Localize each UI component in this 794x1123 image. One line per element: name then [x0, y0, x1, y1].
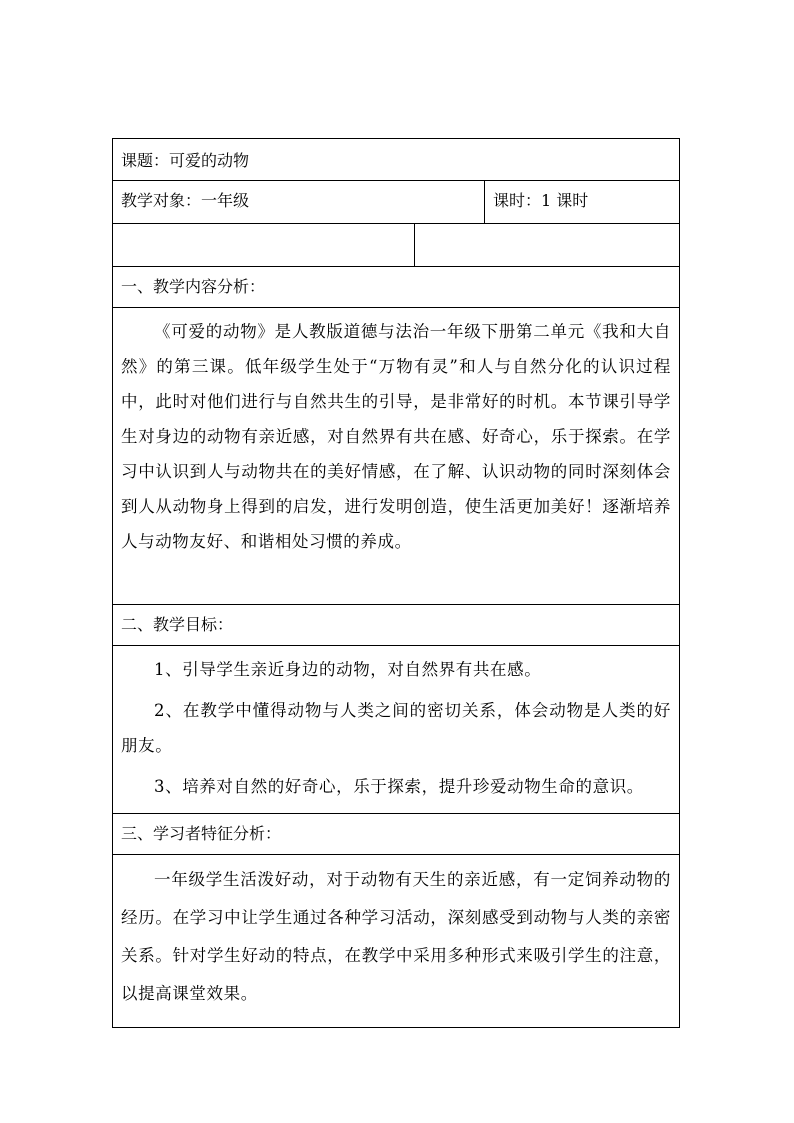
audience-cell — [113, 181, 485, 223]
goal-item: 1、引导学生亲近身边的动物，对自然界有共在感。 — [154, 660, 542, 679]
section-heading: 二、教学目标： — [121, 615, 234, 634]
section-heading-row — [113, 814, 679, 855]
paragraph: 一年级学生活泼好动，对于动物有天生的亲近感，有一定饲养动物的经历。在学习中让学生通过各种学习活动，深刻感受到动物与人类的亲密关系。针对学生好动的特点，在教学中采用多种形式来吸引学生的注意，以提高课堂效果。 — [121, 870, 671, 1003]
goal-item: 3、培养对自然的好奇心，乐于探索，提升珍爱动物生命的意识。 — [154, 777, 644, 796]
section-heading: 一、教学内容分析： — [121, 277, 266, 296]
audience-text: 教学对象：一年级 — [121, 191, 250, 210]
section-heading: 三、学习者特征分析： — [121, 824, 282, 843]
goal-item: 2、在教学中懂得动物与人类之间的密切关系，体会动物是人类的好朋友。 — [121, 701, 671, 755]
section-heading-row — [113, 605, 679, 646]
duration-cell — [485, 181, 679, 223]
lesson-plan-table — [112, 138, 680, 1028]
empty-row — [113, 224, 679, 267]
title-row — [113, 139, 679, 181]
section-content — [113, 308, 679, 559]
section-heading-row — [113, 267, 679, 308]
section-content-row — [113, 646, 679, 814]
section-content — [113, 646, 679, 804]
section-content-row — [113, 308, 679, 605]
section-content — [113, 855, 679, 1013]
lesson-title: 课题：可爱的动物 — [121, 151, 250, 170]
paragraph: 《可爱的动物》是人教版道德与法治一年级下册第二单元《我和大自然》的第三课。低年级学生处于“万物有灵”和人与自然分化的认识过程中，此时对他们进行与自然共生的引导，是非常好的时机。本节课引导学生对身边的动物有亲近感，对自然界有共在感、好奇心，乐于探索。在学习中认识到人与动物共在的美好情感，在了解、认识动物的同时深刻体会到人从动物身上得到的启发，进行发明创造，使生活更加美好！逐渐培养人与动物友好、和谐相处习惯的养成。 — [121, 322, 671, 551]
section-content-row — [113, 855, 679, 1027]
cell-divider — [414, 224, 415, 267]
duration-text: 课时：1 课时 — [493, 191, 589, 210]
audience-row — [113, 181, 679, 224]
